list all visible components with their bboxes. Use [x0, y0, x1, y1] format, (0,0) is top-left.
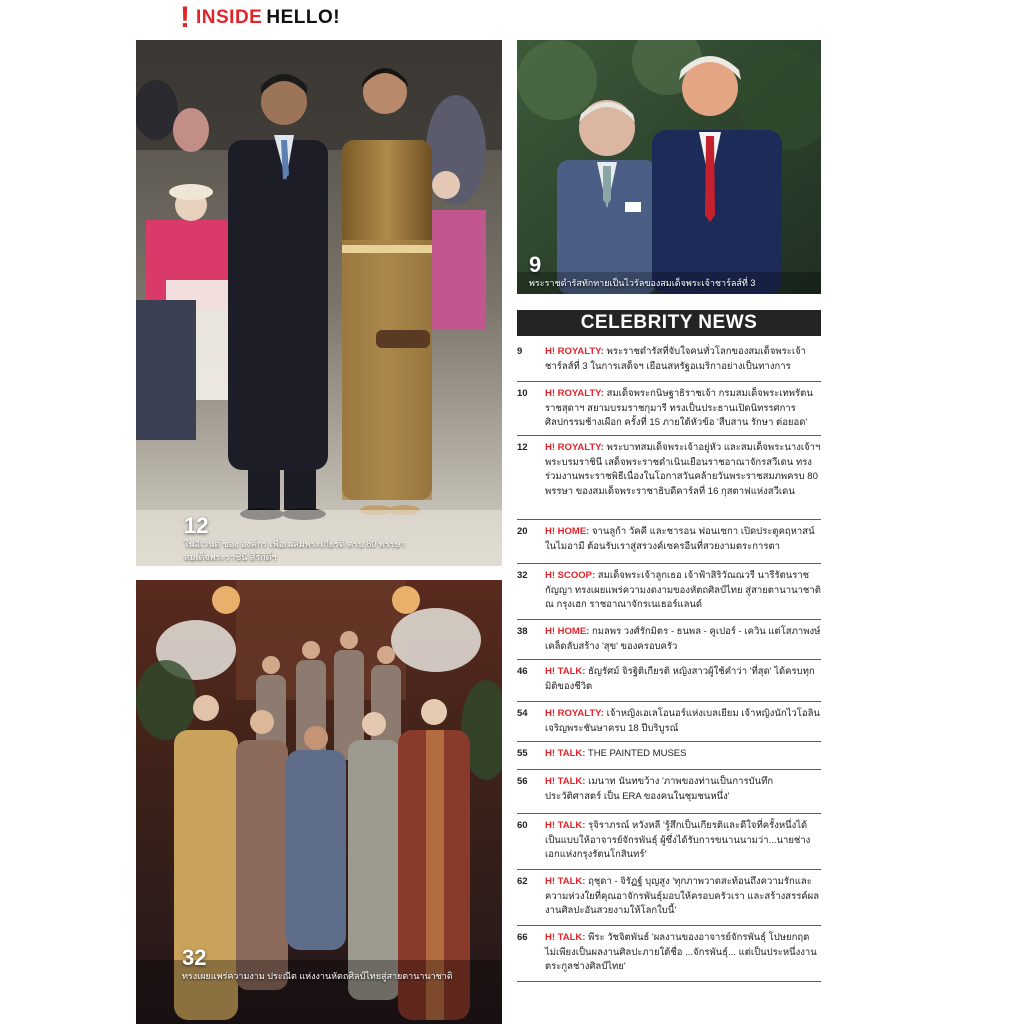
- news-description: THE PAINTED MUSES: [587, 748, 687, 759]
- news-text: [545, 742, 821, 769]
- news-category: H! TALK:: [545, 932, 586, 943]
- news-item[interactable]: [517, 660, 821, 702]
- news-item[interactable]: [517, 382, 821, 436]
- news-category: H! ROYALTY:: [545, 708, 604, 719]
- header-inside-word: INSIDE: [196, 7, 263, 28]
- news-category: H! ROYALTY:: [545, 388, 604, 399]
- news-page-number: 20: [517, 526, 528, 537]
- photo-two-leaders-illustration: [517, 40, 821, 294]
- news-item[interactable]: [517, 814, 821, 870]
- news-category: H! TALK:: [545, 666, 586, 677]
- news-text: [545, 436, 821, 519]
- news-category: H! TALK:: [545, 820, 586, 831]
- section-header: [180, 2, 340, 34]
- photo-royal-couple-illustration: [136, 40, 502, 566]
- news-text: [545, 660, 821, 701]
- news-page-number: 12: [517, 442, 528, 453]
- news-item[interactable]: [517, 926, 821, 982]
- news-text: [545, 382, 821, 435]
- news-description: เจ้าหญิงเอเลโอนอร์แห่งเบลเยียม เจ้าหญิงนักไวโอลินเจริญพระชันษาครบ 18 ปีบริบูรณ์: [545, 708, 820, 734]
- celebrity-news-list: [517, 340, 821, 982]
- news-category: H! TALK:: [545, 776, 586, 787]
- news-description: พระราชดำรัสที่จับใจคนทั่วโลกของสมเด็จพระเจ้าชาร์ลส์ที่ 3 ในการเสด็จฯ เยือนสหรัฐอเมริกาอย่างเป็นทางการ: [545, 346, 807, 372]
- news-description: สมเด็จพระกนิษฐาธิราชเจ้า กรมสมเด็จพระเทพรัตนราชสุดาฯ สยามบรมราชกุมารี ทรงเป็นประธานเปิดนิทรรศการศิลปกรรมช้างเผือก ครั้งที่ 15 ภายใต้หัวข้อ 'สืบสาน รักษา ต่อยอด': [545, 388, 813, 429]
- news-page-number: 38: [517, 626, 528, 637]
- news-description: พระบาทสมเด็จพระเจ้าอยู่หัว และสมเด็จพระนางเจ้าฯ พระบรมราชินี เสด็จพระราชดำเนินเยือนราชอาณาจักรสวีเดน ทรงร่วมงานพระราชพิธีเนื่องในโอกาสวันคล้ายวันพระราชสมภพครบ 80 พรรษา ของสมเด็จพระราชาธิบดีคาร์ลที่ 16 กุสตาฟแห่งสวีเดน: [545, 442, 821, 497]
- news-page-number: 9: [517, 346, 523, 357]
- news-item[interactable]: [517, 620, 821, 660]
- news-description: สมเด็จพระเจ้าลูกเธอ เจ้าฟ้าสิริวัณณวรี นารีรัตนราชกัญญา ทรงเผยแพร่ความงดงามของหัตถศิลป์ไทย สู่สายตานานาชาติ ณ กรุงเฮก ราชอาณาจักรเนเธอร์แลนด์: [545, 570, 821, 611]
- news-item[interactable]: [517, 770, 821, 814]
- photo-caption-line: พระราชดำรัสทักทายเป็นไวรัลของสมเด็จพระเจ้าชาร์ลส์ที่ 3: [529, 278, 756, 288]
- news-category: H! TALK:: [545, 748, 586, 759]
- news-page-number: 56: [517, 776, 528, 787]
- photo-royal-couple: [136, 40, 502, 566]
- news-description: ธัญรัศม์ จิรฐิติเกียรติ หญิงสาวผู้ใช้คำว่า 'ที่สุด' ได้ครบทุกมิติของชีวิต: [545, 666, 815, 692]
- news-category: H! SCOOP:: [545, 570, 596, 581]
- news-text: [545, 340, 821, 381]
- exclamation-mark: !: [180, 1, 190, 34]
- news-description: พีระ วัชจิตพันธ์ 'ผลงานของอาจารย์จักรพันธุ์ โปษยกฤต ไม่เพียงเป็นผลงานศิลปะภายใต้ชื่อ ...จักรพันธุ์... แต่เป็นประหนึ่งงานตระกูลช่างศิลป์ไทย': [545, 932, 817, 973]
- news-text: [545, 814, 821, 869]
- photo-fashion-show: [136, 580, 502, 1024]
- celebrity-news-title: CELEBRITY NEWS: [517, 310, 821, 336]
- photo-caption-line: ในอีเวนต์ ของ องค์กร เพื่อเฉลิมพระเกียรติ ครบ 80 พรรษา: [184, 539, 406, 549]
- news-item[interactable]: [517, 702, 821, 742]
- photo-two-leaders: [517, 40, 821, 294]
- news-page-number: 46: [517, 666, 528, 677]
- photo-caption: [184, 538, 405, 564]
- photo-caption: [529, 277, 755, 290]
- news-item[interactable]: [517, 564, 821, 620]
- news-category: H! TALK:: [545, 876, 586, 887]
- news-category: H! HOME:: [545, 526, 590, 537]
- photo-caption-line: ทรงเผยแพร่ความงาม ประณีต แห่งงานหัตถศิลป์ไทยสู่สายตานานาชาติ: [182, 971, 453, 981]
- news-description: ฤชุดา - จิรัฏฐ์ บุญสูง 'ทุกภาพวาดสะท้อนถึงความรักและความห่วงใยที่คุณอาจักรพันธุ์มอบให้ครอบครัวเรา และสร้างสรรค์ผลงานศิลปะอันสวยงามให้โลกใบนี้': [545, 876, 820, 917]
- news-page-number: 54: [517, 708, 528, 719]
- news-description: กมลพร วงศ์รักมิตร - ธนพล - คูเปอร์ - เควิน แต่โสภาพงษ์ เคล็ดลับสร้าง 'สุข' ของครอบครัว: [545, 626, 821, 652]
- news-text: [545, 620, 821, 659]
- news-description: จานลูก้า วัคคี และชารอน ฟอนเซกา เปิดประตูคฤหาสน์ในไมอามี ต้อนรับเราสู่สรวงค์เซครอีนที่สวยงามตระการตา: [545, 526, 815, 552]
- news-text: [545, 770, 821, 813]
- news-item[interactable]: [517, 436, 821, 520]
- photo-page-number: 12: [184, 513, 209, 538]
- news-page-number: 62: [517, 876, 528, 887]
- news-page-number: 10: [517, 388, 528, 399]
- news-page-number: 32: [517, 570, 528, 581]
- photo-caption-line: สมเด็จพระราชินี สิริกิติ์ฯ: [184, 552, 277, 562]
- news-description: เมนาท นันทขว้าง 'ภาพของท่านเป็นการบันทึกประวัติศาสตร์ เป็น ERA ของคนในชุมชนหนึ่ง': [545, 776, 774, 802]
- news-description: รุจิราภรณ์ หวังหลี 'รู้สึกเป็นเกียรติและดีใจที่ครั้งหนึ่งได้เป็นแบบให้อาจารย์จักรพันธุ์ ผู้ซึ่งได้รับการขนานนามว่า...นายช่างเอกแห่งกรุงรัตนโกสินทร์': [545, 820, 811, 861]
- news-text: [545, 520, 821, 563]
- news-page-number: 60: [517, 820, 528, 831]
- photo-page-number: 32: [182, 945, 207, 970]
- news-page-number: 55: [517, 748, 528, 759]
- news-item[interactable]: [517, 870, 821, 926]
- photo-caption: [182, 970, 453, 983]
- news-text: [545, 702, 821, 741]
- news-category: H! ROYALTY:: [545, 442, 604, 453]
- news-item[interactable]: [517, 340, 821, 382]
- news-category: H! HOME:: [545, 626, 590, 637]
- news-text: [545, 870, 821, 925]
- news-category: H! ROYALTY:: [545, 346, 604, 357]
- news-item[interactable]: [517, 742, 821, 770]
- news-text: [545, 564, 821, 619]
- header-hello-word: HELLO!: [266, 7, 341, 28]
- photo-page-number: 9: [529, 252, 542, 277]
- news-text: [545, 926, 821, 981]
- news-page-number: 66: [517, 932, 528, 943]
- news-item[interactable]: [517, 520, 821, 564]
